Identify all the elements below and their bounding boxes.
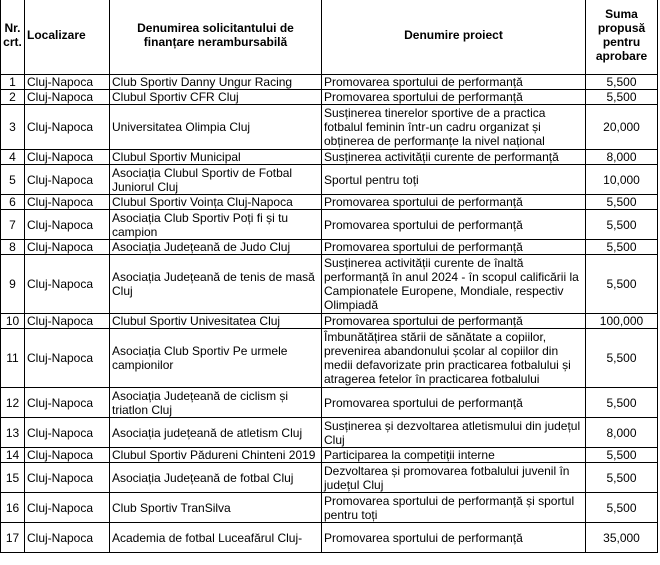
- cell-solicitant: Club Sportiv TranSilva: [110, 493, 322, 523]
- table-row: [1, 463, 658, 493]
- cell-solicitant: Asociația Clubul Sportiv de Fotbal Juniorul Cluj: [110, 165, 322, 195]
- cell-nr: 9: [1, 255, 25, 314]
- cell-solicitant: Clubul Sportiv Municipal: [110, 150, 322, 165]
- cell-suma: 5,500: [586, 90, 658, 105]
- table-row: [1, 388, 658, 418]
- cell-localizare: Cluj-Napoca: [25, 448, 110, 463]
- cell-nr: 8: [1, 240, 25, 255]
- cell-proiect: Susținerea activității curente de înaltă performanță în anul 2024 - în scopul calificării la Campionatele Europene, Mondiale, respectiv Olimpiadă: [322, 255, 586, 314]
- cell-localizare: Cluj-Napoca: [25, 388, 110, 418]
- cell-nr: 17: [1, 523, 25, 553]
- cell-proiect: Dezvoltarea și promovarea fotbalului juvenil în județul Cluj: [322, 463, 586, 493]
- table-body: [1, 75, 658, 553]
- header-proiect: Denumire proiect: [322, 0, 586, 75]
- cell-suma: 8,000: [586, 150, 658, 165]
- cell-suma: 35,000: [586, 523, 658, 553]
- cell-solicitant: Asociația județeană de atletism Cluj: [110, 418, 322, 448]
- cell-proiect: Sportul pentru toți: [322, 165, 586, 195]
- table-row: [1, 493, 658, 523]
- cell-proiect: Promovarea sportului de performanță: [322, 75, 586, 90]
- cell-solicitant: Asociația Club Sportiv Poți fi și tu campion: [110, 210, 322, 240]
- cell-solicitant: Clubul Sportiv Univesitatea Cluj: [110, 314, 322, 329]
- table-row: [1, 329, 658, 388]
- cell-suma: 20,000: [586, 105, 658, 150]
- cell-nr: 3: [1, 105, 25, 150]
- cell-nr: 15: [1, 463, 25, 493]
- table-row: [1, 75, 658, 90]
- cell-localizare: Cluj-Napoca: [25, 240, 110, 255]
- cell-solicitant: Asociația Județeană de Judo Cluj: [110, 240, 322, 255]
- cell-suma: 5,500: [586, 463, 658, 493]
- cell-solicitant: Academia de fotbal Luceafărul Cluj-: [110, 523, 322, 553]
- cell-suma: 8,000: [586, 418, 658, 448]
- cell-localizare: Cluj-Napoca: [25, 105, 110, 150]
- cell-localizare: Cluj-Napoca: [25, 195, 110, 210]
- cell-suma: 5,500: [586, 210, 658, 240]
- cell-proiect: Promovarea sportului de performanță: [322, 210, 586, 240]
- cell-localizare: Cluj-Napoca: [25, 523, 110, 553]
- cell-localizare: Cluj-Napoca: [25, 90, 110, 105]
- cell-localizare: Cluj-Napoca: [25, 329, 110, 388]
- table-row: [1, 195, 658, 210]
- cell-proiect: Susținerea și dezvoltarea atletismului din județul Cluj: [322, 418, 586, 448]
- cell-solicitant: Clubul Sportiv CFR Cluj: [110, 90, 322, 105]
- cell-suma: 5,500: [586, 75, 658, 90]
- header-solicitant: Denumirea solicitantului de finanțare nerambursabilă: [110, 0, 322, 75]
- table-row: [1, 210, 658, 240]
- table-row: [1, 523, 658, 553]
- cell-proiect: Promovarea sportului de performanță: [322, 388, 586, 418]
- cell-solicitant: Asociația Județeană de ciclism și triatlon Cluj: [110, 388, 322, 418]
- cell-suma: 5,500: [586, 329, 658, 388]
- cell-solicitant: Asociația Județeană de tenis de masă Cluj: [110, 255, 322, 314]
- cell-proiect: Promovarea sportului de performanță: [322, 523, 586, 553]
- cell-suma: 5,500: [586, 240, 658, 255]
- header-localizare: Localizare: [25, 0, 110, 75]
- table-row: [1, 314, 658, 329]
- cell-suma: 5,500: [586, 493, 658, 523]
- header-nr: Nr. crt.: [1, 0, 25, 75]
- cell-nr: 13: [1, 418, 25, 448]
- cell-proiect: Susținerea activității curente de performanță: [322, 150, 586, 165]
- cell-proiect: Promovarea sportului de performanță: [322, 195, 586, 210]
- table-row: [1, 165, 658, 195]
- cell-suma: 5,500: [586, 448, 658, 463]
- cell-proiect: Promovarea sportului de performanță și sportul pentru toți: [322, 493, 586, 523]
- cell-localizare: Cluj-Napoca: [25, 150, 110, 165]
- cell-localizare: Cluj-Napoca: [25, 75, 110, 90]
- cell-solicitant: Asociația Județeană de fotbal Cluj: [110, 463, 322, 493]
- cell-solicitant: Asociația Club Sportiv Pe urmele campionilor: [110, 329, 322, 388]
- cell-solicitant: Clubul Sportiv Voința Cluj-Napoca: [110, 195, 322, 210]
- cell-localizare: Cluj-Napoca: [25, 165, 110, 195]
- cell-localizare: Cluj-Napoca: [25, 418, 110, 448]
- cell-nr: 5: [1, 165, 25, 195]
- cell-solicitant: Clubul Sportiv Pădureni Chinteni 2019: [110, 448, 322, 463]
- cell-proiect: Participarea la competiții interne: [322, 448, 586, 463]
- cell-nr: 7: [1, 210, 25, 240]
- cell-nr: 14: [1, 448, 25, 463]
- cell-suma: 100,000: [586, 314, 658, 329]
- cell-nr: 10: [1, 314, 25, 329]
- table-row: [1, 150, 658, 165]
- cell-proiect: Promovarea sportului de performanță: [322, 90, 586, 105]
- cell-proiect: Susținerea tinerelor sportive de a practica fotbalul feminin într-un cadru organizat și obținerea de performanțe la nivel național: [322, 105, 586, 150]
- table-row: [1, 90, 658, 105]
- cell-nr: 1: [1, 75, 25, 90]
- table-row: [1, 418, 658, 448]
- cell-nr: 6: [1, 195, 25, 210]
- cell-suma: 5,500: [586, 195, 658, 210]
- cell-localizare: Cluj-Napoca: [25, 314, 110, 329]
- cell-solicitant: Club Sportiv Danny Ungur Racing: [110, 75, 322, 90]
- header-row: [1, 0, 658, 75]
- cell-solicitant: Universitatea Olimpia Cluj: [110, 105, 322, 150]
- cell-localizare: Cluj-Napoca: [25, 210, 110, 240]
- cell-proiect: Îmbunătățirea stării de sănătate a copiilor, prevenirea abandonului școlar al copiilor din medii defavorizate prin practicarea fotbalului și atragerea fetelor în practicarea fotbalului: [322, 329, 586, 388]
- table-row: [1, 105, 658, 150]
- cell-localizare: Cluj-Napoca: [25, 463, 110, 493]
- cell-nr: 4: [1, 150, 25, 165]
- table-row: [1, 255, 658, 314]
- cell-nr: 16: [1, 493, 25, 523]
- header-suma: Suma propusă pentru aprobare: [586, 0, 658, 75]
- cell-proiect: Promovarea sportului de performanță: [322, 314, 586, 329]
- cell-nr: 2: [1, 90, 25, 105]
- table-row: [1, 448, 658, 463]
- cell-suma: 10,000: [586, 165, 658, 195]
- cell-localizare: Cluj-Napoca: [25, 493, 110, 523]
- cell-suma: 5,500: [586, 255, 658, 314]
- cell-nr: 11: [1, 329, 25, 388]
- cell-suma: 5,500: [586, 388, 658, 418]
- cell-proiect: Promovarea sportului de performanță: [322, 240, 586, 255]
- table-row: [1, 240, 658, 255]
- cell-nr: 12: [1, 388, 25, 418]
- cell-localizare: Cluj-Napoca: [25, 255, 110, 314]
